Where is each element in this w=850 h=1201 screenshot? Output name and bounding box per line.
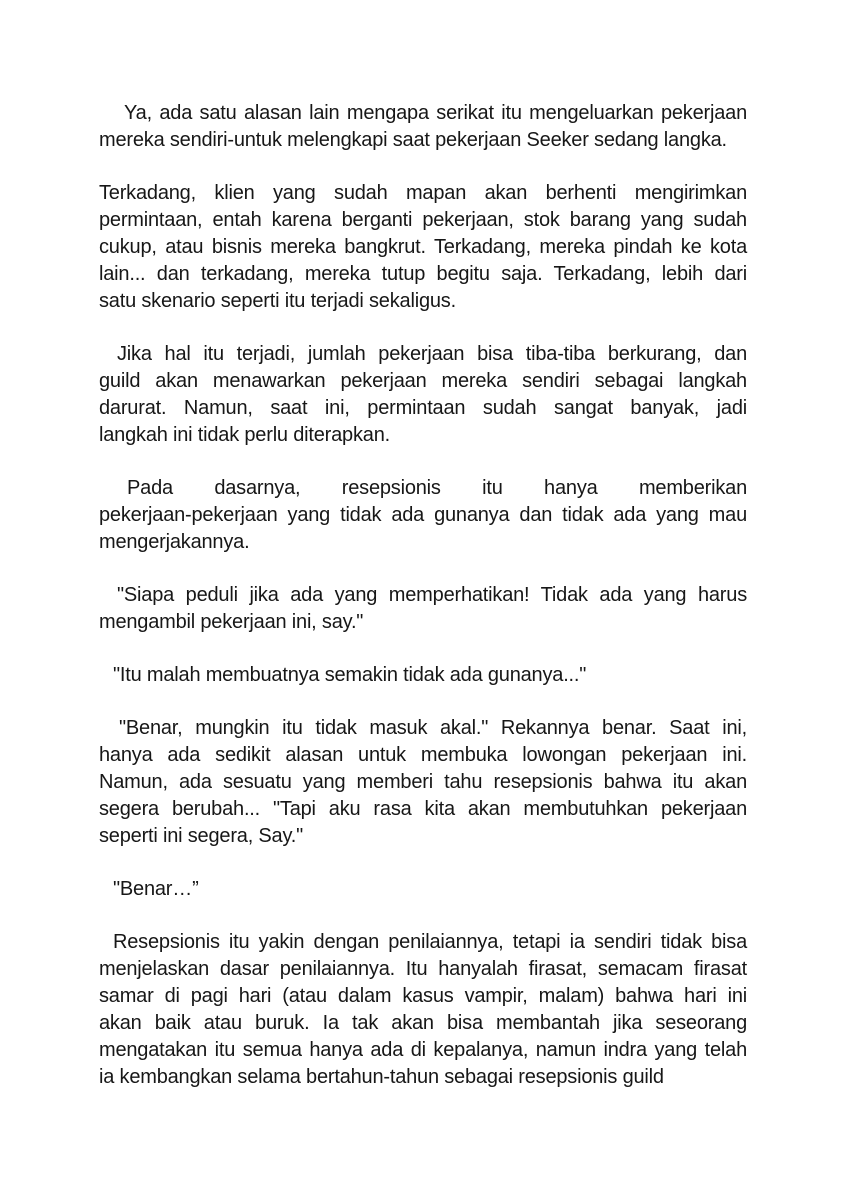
text-line: hanya ada sedikit alasan untuk membuka lowongan pekerjaan ini.	[99, 744, 747, 766]
text-line: guild akan menawarkan pekerjaan mereka sendiri sebagai langkah	[99, 370, 747, 392]
text-line: Resepsionis itu yakin dengan penilaiannya, tetapi ia sendiri tidak bisa	[113, 931, 747, 953]
paragraph-7	[99, 715, 747, 850]
text-line: mengerjakannya.	[99, 531, 250, 553]
text-line: permintaan, entah karena berganti pekerjaan, stok barang yang sudah	[99, 209, 747, 231]
text-line: mengatakan itu semua hanya ada di kepalanya, namun indra yang telah	[99, 1039, 747, 1061]
text-block	[99, 100, 747, 1117]
text-line: "Benar…”	[113, 878, 199, 900]
text-line: pekerjaan-pekerjaan yang tidak ada gunanya dan tidak ada yang mau	[99, 504, 747, 526]
text-line: segera berubah... "Tapi aku rasa kita akan membutuhkan pekerjaan	[99, 798, 747, 820]
paragraph-4	[99, 475, 747, 556]
text-line: seperti ini segera, Say."	[99, 825, 304, 847]
text-line: Namun, ada sesuatu yang memberi tahu resepsionis bahwa itu akan	[99, 771, 747, 793]
text-line: samar di pagi hari (atau dalam kasus vampir, malam) bahwa hari ini	[99, 985, 747, 1007]
paragraph-9	[99, 929, 747, 1091]
paragraph-3	[99, 341, 747, 449]
text-line: cukup, atau bisnis mereka bangkrut. Terkadang, mereka pindah ke kota	[99, 236, 747, 258]
text-line: Ya, ada satu alasan lain mengapa serikat itu mengeluarkan pekerjaan	[124, 102, 747, 124]
text-line: Terkadang, klien yang sudah mapan akan berhenti mengirimkan	[99, 182, 747, 204]
text-line: langkah ini tidak perlu diterapkan.	[99, 424, 390, 446]
text-line: mereka sendiri-untuk melengkapi saat pekerjaan Seeker sedang langka.	[99, 129, 727, 151]
paragraph-5	[99, 582, 747, 636]
text-line: "Benar, mungkin itu tidak masuk akal." Rekannya benar. Saat ini,	[119, 717, 747, 739]
paragraph-1	[99, 100, 747, 154]
text-line: lain... dan terkadang, mereka tutup begitu saja. Terkadang, lebih dari	[99, 263, 747, 285]
text-line: akan baik atau buruk. Ia tak akan bisa membantah jika seseorang	[99, 1012, 747, 1034]
text-line: darurat. Namun, saat ini, permintaan sudah sangat banyak, jadi	[99, 397, 747, 419]
text-line: satu skenario seperti itu terjadi sekaligus.	[99, 290, 456, 312]
text-line: ia kembangkan selama bertahun-tahun sebagai resepsionis guild	[99, 1066, 664, 1088]
paragraph-8	[99, 876, 747, 903]
text-line: menjelaskan dasar penilaiannya. Itu hanyalah firasat, semacam firasat	[99, 958, 747, 980]
text-line: mengambil pekerjaan ini, say."	[99, 611, 364, 633]
text-line: "Siapa peduli jika ada yang memperhatikan! Tidak ada yang harus	[117, 584, 747, 606]
text-line: "Itu malah membuatnya semakin tidak ada gunanya..."	[113, 664, 587, 686]
paragraph-6	[99, 662, 747, 689]
text-line: Pada dasarnya, resepsionis itu hanya memberikan	[127, 477, 747, 499]
text-line: Jika hal itu terjadi, jumlah pekerjaan bisa tiba-tiba berkurang, dan	[117, 343, 747, 365]
paragraph-2	[99, 180, 747, 315]
